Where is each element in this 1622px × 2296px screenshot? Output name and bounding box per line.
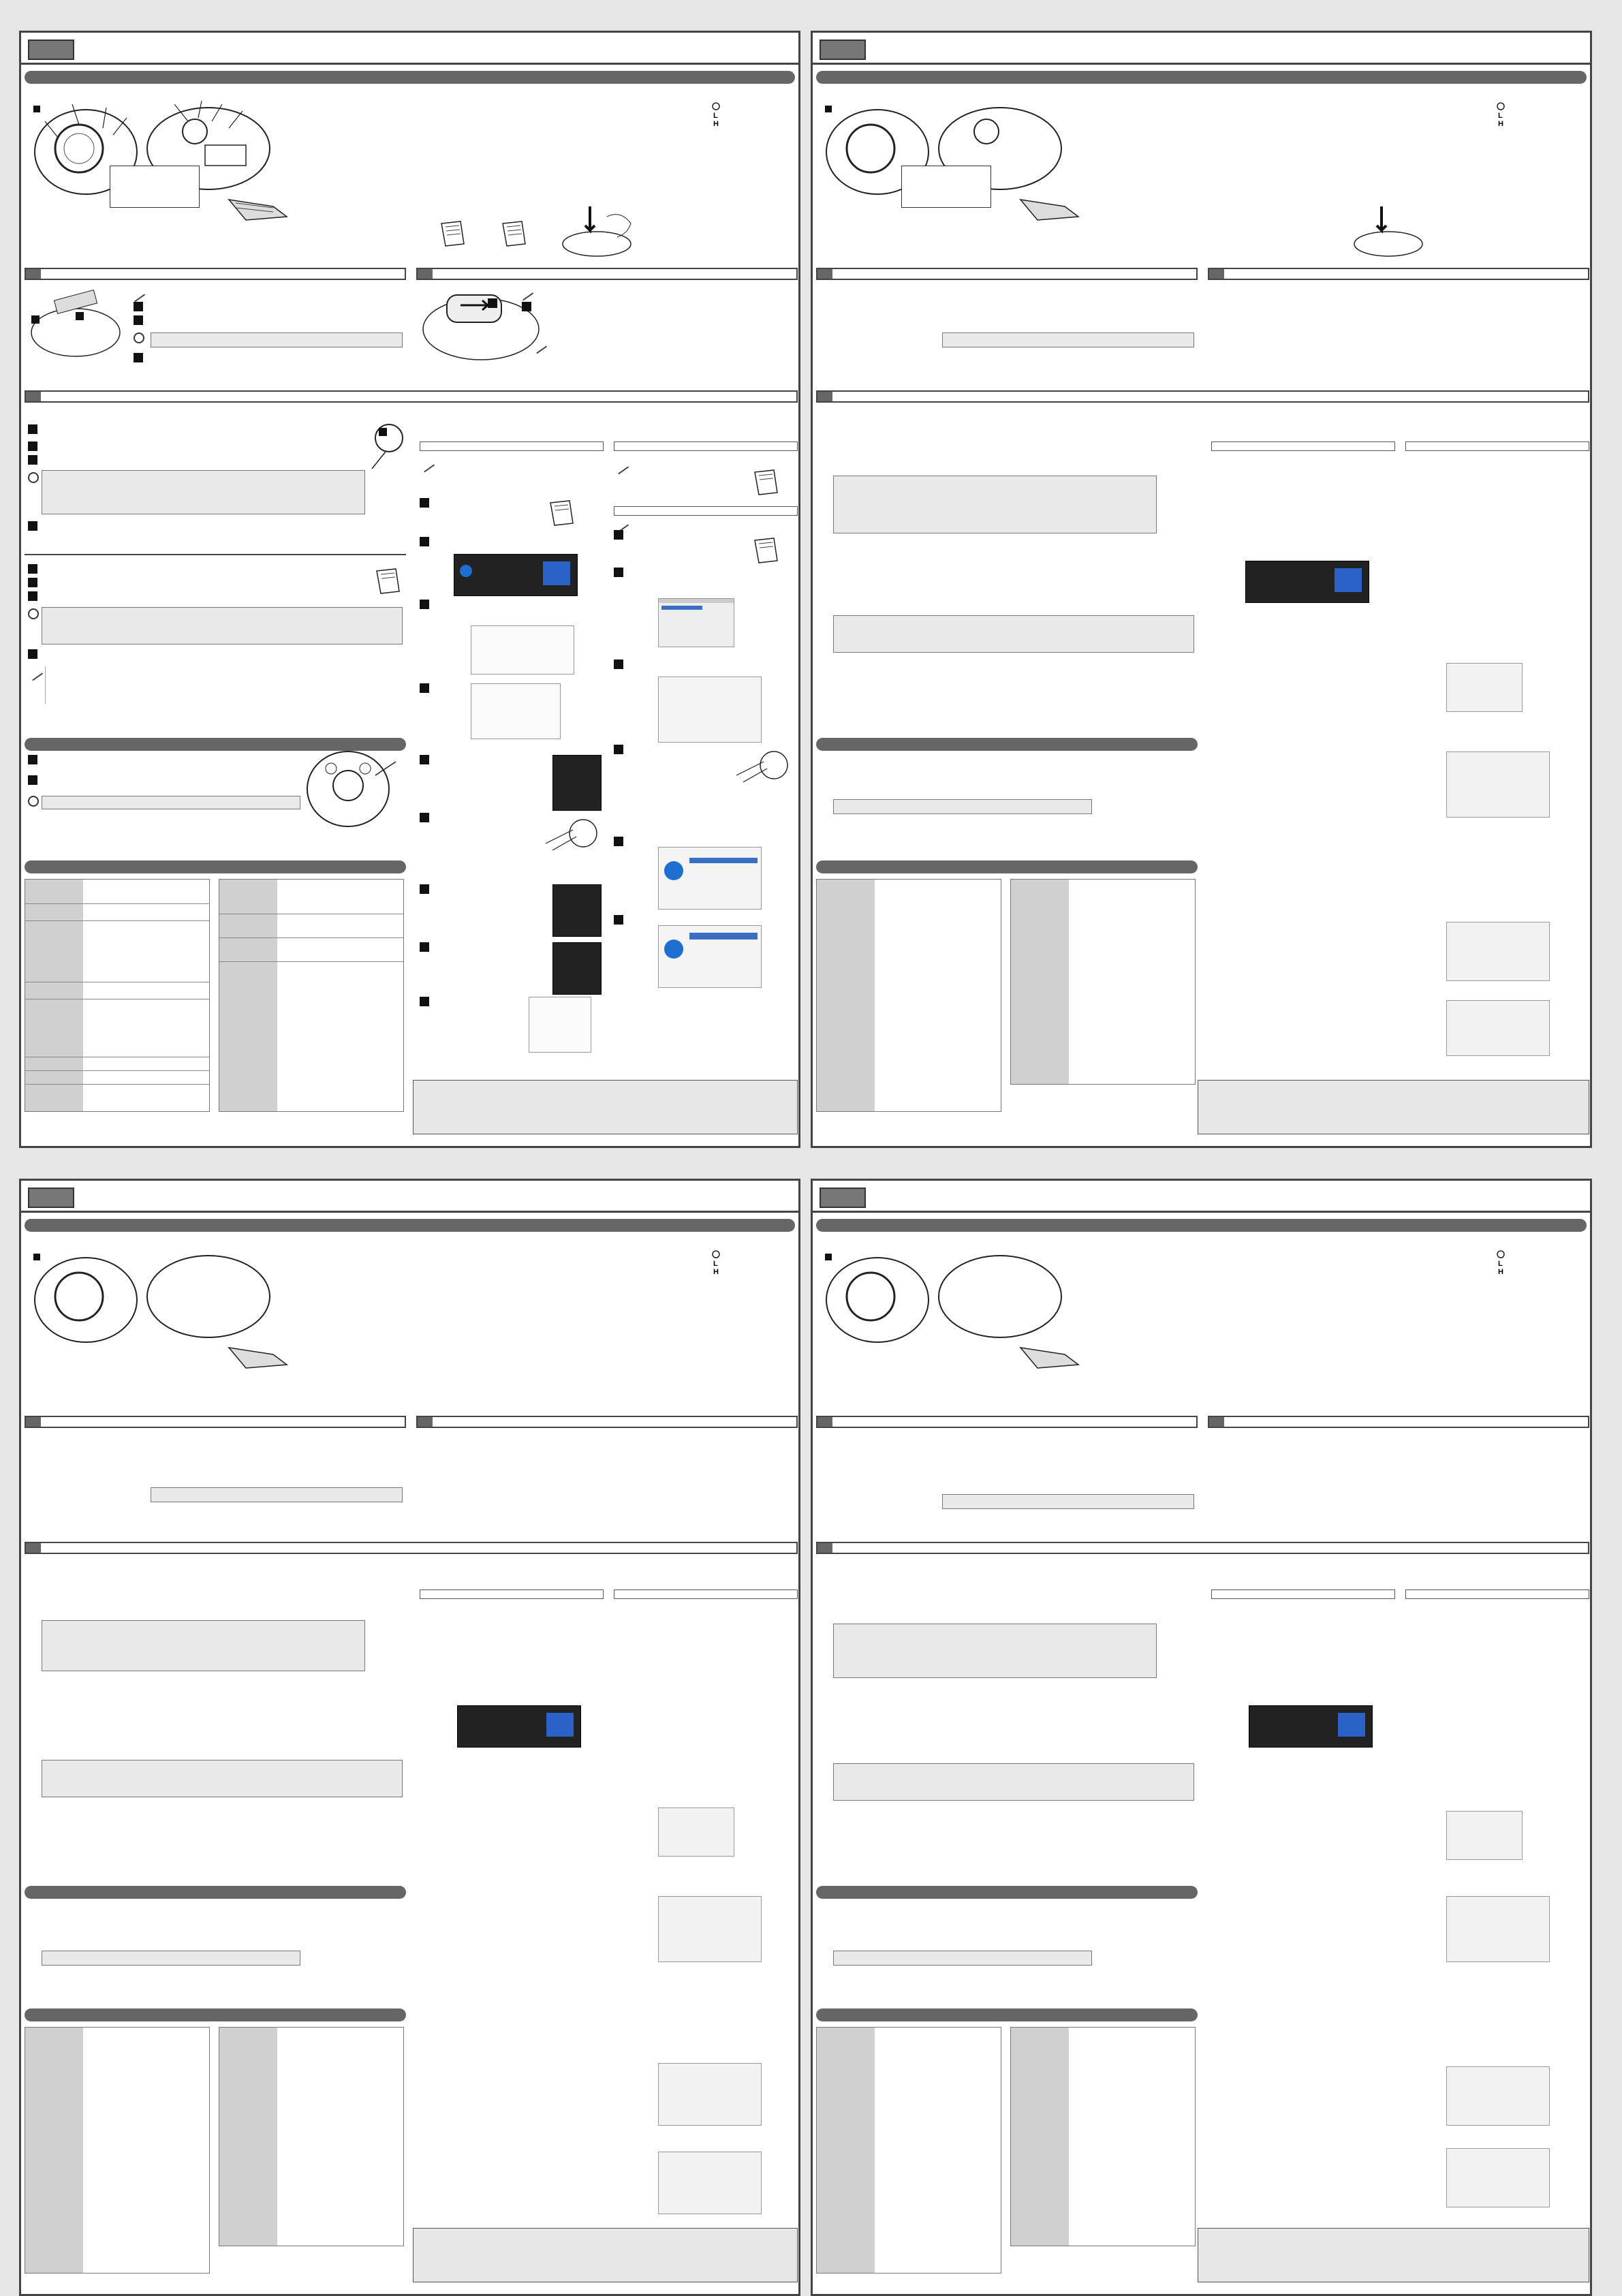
warning-box [833, 1763, 1194, 1801]
windows-screenshot-7 [529, 997, 591, 1053]
bottom-note-box [1198, 2228, 1589, 2282]
step-7 [420, 884, 429, 894]
mouse-cleaning-illustration [300, 748, 403, 830]
mac-bluetooth-screenshot-2 [1446, 2148, 1550, 2207]
section-title-bar [25, 71, 795, 84]
receiver-detail-box [110, 166, 200, 208]
mac-preferences-screenshot [1446, 751, 1550, 818]
bottom-note-box [413, 1080, 798, 1134]
step-3 [28, 591, 37, 601]
step-1 [28, 755, 37, 764]
language-tab [28, 40, 74, 60]
receiver-plug-illustration [365, 421, 406, 476]
mac-menu-screenshot [658, 598, 734, 647]
hand-press-illustration [546, 816, 607, 857]
power-switch-icon [709, 1249, 730, 1276]
battery-icon [501, 220, 529, 247]
warning-box [42, 1620, 365, 1671]
warning-box [42, 1760, 403, 1797]
battery-icon [375, 568, 403, 595]
section-title-bar [816, 1219, 1587, 1232]
mac-preferences-screenshot [658, 677, 762, 743]
warning-box [942, 1494, 1194, 1509]
windows-screenshot-4 [552, 755, 602, 811]
windows-screenshot-1 [457, 1705, 581, 1748]
mac-bluetooth-screenshot-1 [658, 2063, 762, 2126]
section-header-connection [816, 1542, 1589, 1554]
header-windows [1211, 1589, 1395, 1599]
mac-preferences-screenshot [658, 1896, 762, 1962]
step-1 [614, 530, 623, 540]
windows-screenshot-1 [454, 554, 578, 596]
section-header-receiver [416, 268, 798, 280]
step-6 [614, 915, 623, 925]
manual-panel-bottom-right [811, 1179, 1592, 2296]
windows-screenshot-1 [1249, 1705, 1373, 1748]
section-header-battery [25, 268, 406, 280]
section-header-connection [25, 390, 798, 403]
mouse-top-view-icon [823, 1245, 946, 1354]
svg-text:L: L [1498, 112, 1503, 120]
svg-text:L: L [713, 1260, 718, 1268]
language-tab [820, 40, 866, 60]
spec-table-left [25, 2027, 210, 2274]
step-5 [420, 755, 429, 764]
spec-table-right [1010, 879, 1196, 1085]
warning-box [833, 799, 1092, 814]
step-3 [28, 455, 37, 465]
power-switch-icon [1494, 101, 1514, 128]
language-tab [820, 1188, 866, 1208]
bluetooth-icon [460, 565, 472, 577]
usb-receiver-icon [225, 1341, 294, 1375]
battery-icon [549, 499, 576, 527]
battery-icon [753, 537, 781, 564]
step-4 [28, 649, 37, 659]
step-6 [420, 813, 429, 822]
step-2 [28, 578, 37, 587]
section-title-bar [816, 71, 1587, 84]
header-windows [420, 1589, 604, 1599]
section-bar-cleaning [25, 1886, 406, 1899]
step-4 [28, 521, 37, 531]
section-header-connection [816, 390, 1589, 403]
usb-receiver-icon [1017, 1341, 1085, 1375]
header-mac [1405, 1589, 1589, 1599]
step-1 [420, 498, 429, 508]
header-windows [420, 441, 604, 451]
hand-press-illustration [1351, 206, 1433, 258]
power-switch-icon [1494, 1249, 1514, 1276]
windows-screenshot-1 [1245, 561, 1369, 603]
hand-press-illustration [559, 206, 641, 258]
warning-box [42, 1951, 300, 1966]
step-1 [134, 302, 143, 311]
manual-panel-top-left [19, 31, 800, 1148]
spec-table-right [1010, 2027, 1196, 2246]
step-4 [420, 683, 429, 693]
svg-text:L: L [713, 112, 718, 120]
spec-table-right [219, 2027, 404, 2246]
mac-bluetooth-screenshot-2 [658, 2152, 762, 2214]
warning-box [833, 1624, 1157, 1678]
step-1 [28, 564, 37, 574]
battery-icon [440, 220, 467, 247]
spec-table-left [816, 2027, 1001, 2274]
manual-panel-bottom-left [19, 1179, 800, 2296]
step-2 [420, 537, 429, 546]
power-switch-icon [709, 101, 730, 128]
svg-text:L: L [1498, 1260, 1503, 1268]
section-header-receiver [1208, 268, 1589, 280]
language-tab [28, 1188, 74, 1208]
receiver-detail-box [901, 166, 991, 208]
step-9 [420, 997, 429, 1006]
usb-receiver-icon [1017, 193, 1085, 227]
section-bar-specifications [25, 2008, 406, 2021]
header-mac [614, 441, 798, 451]
warning-icon [28, 796, 39, 807]
header-mac [614, 1589, 798, 1599]
step-2 [28, 775, 37, 785]
spec-table-right [219, 879, 404, 1112]
warning-box [833, 615, 1194, 653]
svg-text:H: H [713, 1268, 719, 1276]
section-header-receiver [416, 1416, 798, 1428]
section-header-battery [816, 268, 1198, 280]
step-3 [420, 600, 429, 609]
warning-icon [28, 472, 39, 483]
warning-icon [28, 608, 39, 619]
windows-screenshot-3 [471, 683, 561, 739]
warning-box [42, 607, 403, 645]
spec-table-left [816, 879, 1001, 1112]
warning-icon [134, 332, 144, 343]
section-bar-specifications [25, 860, 406, 873]
spec-table-left [25, 879, 210, 1112]
step-2 [134, 315, 143, 325]
step-1 [488, 298, 497, 308]
section-header-connection [25, 1542, 798, 1554]
warning-box [833, 476, 1157, 533]
battery-icon [753, 469, 781, 496]
pen-note-icon [25, 663, 43, 681]
step-4 [614, 745, 623, 754]
bluetooth-icon [664, 940, 683, 959]
manual-panel-top-right [811, 31, 1592, 1148]
svg-text:H: H [1498, 1268, 1503, 1276]
mac-bluetooth-screenshot-1 [1446, 2066, 1550, 2126]
bluetooth-icon [664, 861, 683, 880]
hand-press-illustration [736, 748, 798, 789]
mac-menu-screenshot [1446, 663, 1523, 712]
svg-text:H: H [1498, 120, 1503, 128]
section-bar-cleaning [816, 1886, 1198, 1899]
mouse-top-view-icon [31, 1245, 154, 1354]
mac-bluetooth-screenshot-1 [1446, 922, 1550, 981]
windows-screenshot-2 [471, 625, 574, 674]
mouse-bottom-view-icon [932, 1245, 1068, 1348]
warning-box [42, 470, 365, 514]
section-bar-cleaning [816, 738, 1198, 751]
usb-receiver-icon [225, 193, 294, 227]
header-windows [1211, 441, 1395, 451]
section-title-bar [25, 1219, 795, 1232]
section-bar-specifications [816, 860, 1198, 873]
step-8 [420, 942, 429, 952]
pen-note-icon [611, 456, 629, 475]
mouse-bottom-view-icon [140, 1245, 277, 1348]
section-header-receiver [1208, 1416, 1589, 1428]
battery-install-illustration [28, 285, 130, 360]
section-header-battery [25, 1416, 406, 1428]
windows-screenshot-6 [552, 942, 602, 995]
mac-bluetooth-screenshot-2 [658, 925, 762, 988]
header-mac [1405, 441, 1589, 451]
warning-box [151, 332, 403, 347]
warning-box [151, 1487, 403, 1502]
mac-bluetooth-screenshot-1 [658, 847, 762, 910]
mac-menu-screenshot [1446, 1811, 1523, 1860]
step-5 [614, 837, 623, 846]
section-bar-specifications [816, 2008, 1198, 2021]
svg-text:H: H [713, 120, 719, 128]
section-header-battery [816, 1416, 1198, 1428]
step-3 [614, 660, 623, 669]
step-3 [134, 353, 143, 362]
bottom-note-box [413, 2228, 798, 2282]
mac-preferences-screenshot [1446, 1896, 1550, 1962]
header-mac-sub [614, 506, 798, 516]
bottom-note-box [1198, 1080, 1589, 1134]
step-2 [28, 441, 37, 451]
mac-bluetooth-screenshot-2 [1446, 1000, 1550, 1056]
warning-box [942, 332, 1194, 347]
step-1 [28, 424, 37, 434]
step-2 [614, 568, 623, 577]
step-1 [522, 302, 531, 311]
windows-screenshot-5 [552, 884, 602, 937]
mac-menu-screenshot [658, 1808, 734, 1857]
warning-box [42, 796, 300, 809]
warning-box [833, 1951, 1092, 1966]
pen-note-icon [417, 454, 435, 473]
